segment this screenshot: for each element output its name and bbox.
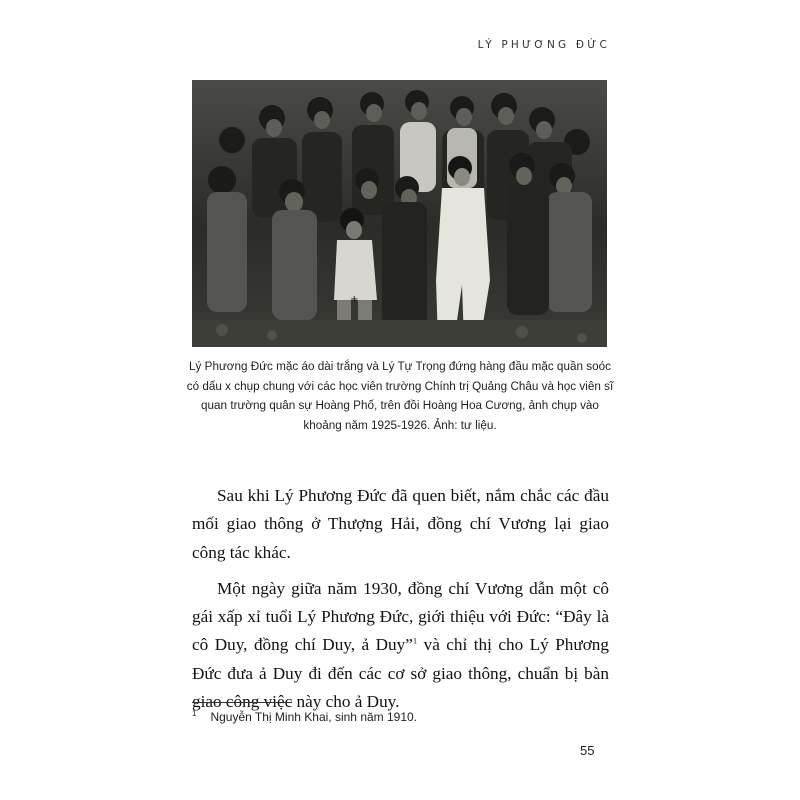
caption-line: quan trường quân sự Hoàng Phố, trên đồi Hoàng Hoa Cương, ảnh chụp vào bbox=[201, 398, 599, 412]
footnote-text: Nguyễn Thị Minh Khai, sinh năm 1910. bbox=[210, 710, 418, 724]
paragraph-text: và chỉ thị cho Lý Phương Đức đưa ả Duy đi đến các cơ sở giao thông, chuẩn bị bàn giao công việc này cho ả Duy. bbox=[192, 635, 609, 712]
footnote bbox=[192, 709, 417, 724]
footnote-mark: 1 bbox=[192, 709, 197, 718]
footnote-divider bbox=[192, 702, 292, 703]
photo-caption bbox=[179, 357, 621, 435]
running-header: LÝ PHƯƠNG ĐỨC bbox=[477, 39, 610, 51]
svg-text:+: + bbox=[350, 294, 359, 305]
body-text bbox=[192, 482, 609, 724]
paragraph-text: Một ngày giữa năm 1930, đồng chí Vương dẫn một cô gái xấp xỉ tuổi Lý Phương Đức, giới thiệu với Đức: “Đây là cô Duy, đồng chí Duy, ả Duy” bbox=[192, 578, 609, 655]
paragraph bbox=[192, 575, 609, 716]
caption-line: có dấu x chụp chung với các học viên trường Chính trị Quảng Châu và học viên sĩ bbox=[186, 378, 614, 393]
historical-group-photo bbox=[192, 80, 607, 347]
caption-line: Lý Phương Đức mặc áo dài trắng và Lý Tự Trọng đứng hàng đầu mặc quần soóc bbox=[189, 359, 611, 373]
footnote-reference: 1 bbox=[412, 635, 418, 646]
paragraph: Sau khi Lý Phương Đức đã quen biết, nắm chắc các đầu mối giao thông ở Thượng Hải, đồng chí Vương lại giao công tác khác. bbox=[192, 486, 609, 562]
page-number: 55 bbox=[580, 743, 595, 758]
photo-image bbox=[192, 80, 607, 347]
caption-line: khoảng năm 1925-1926. Ảnh: tư liệu. bbox=[303, 417, 497, 432]
